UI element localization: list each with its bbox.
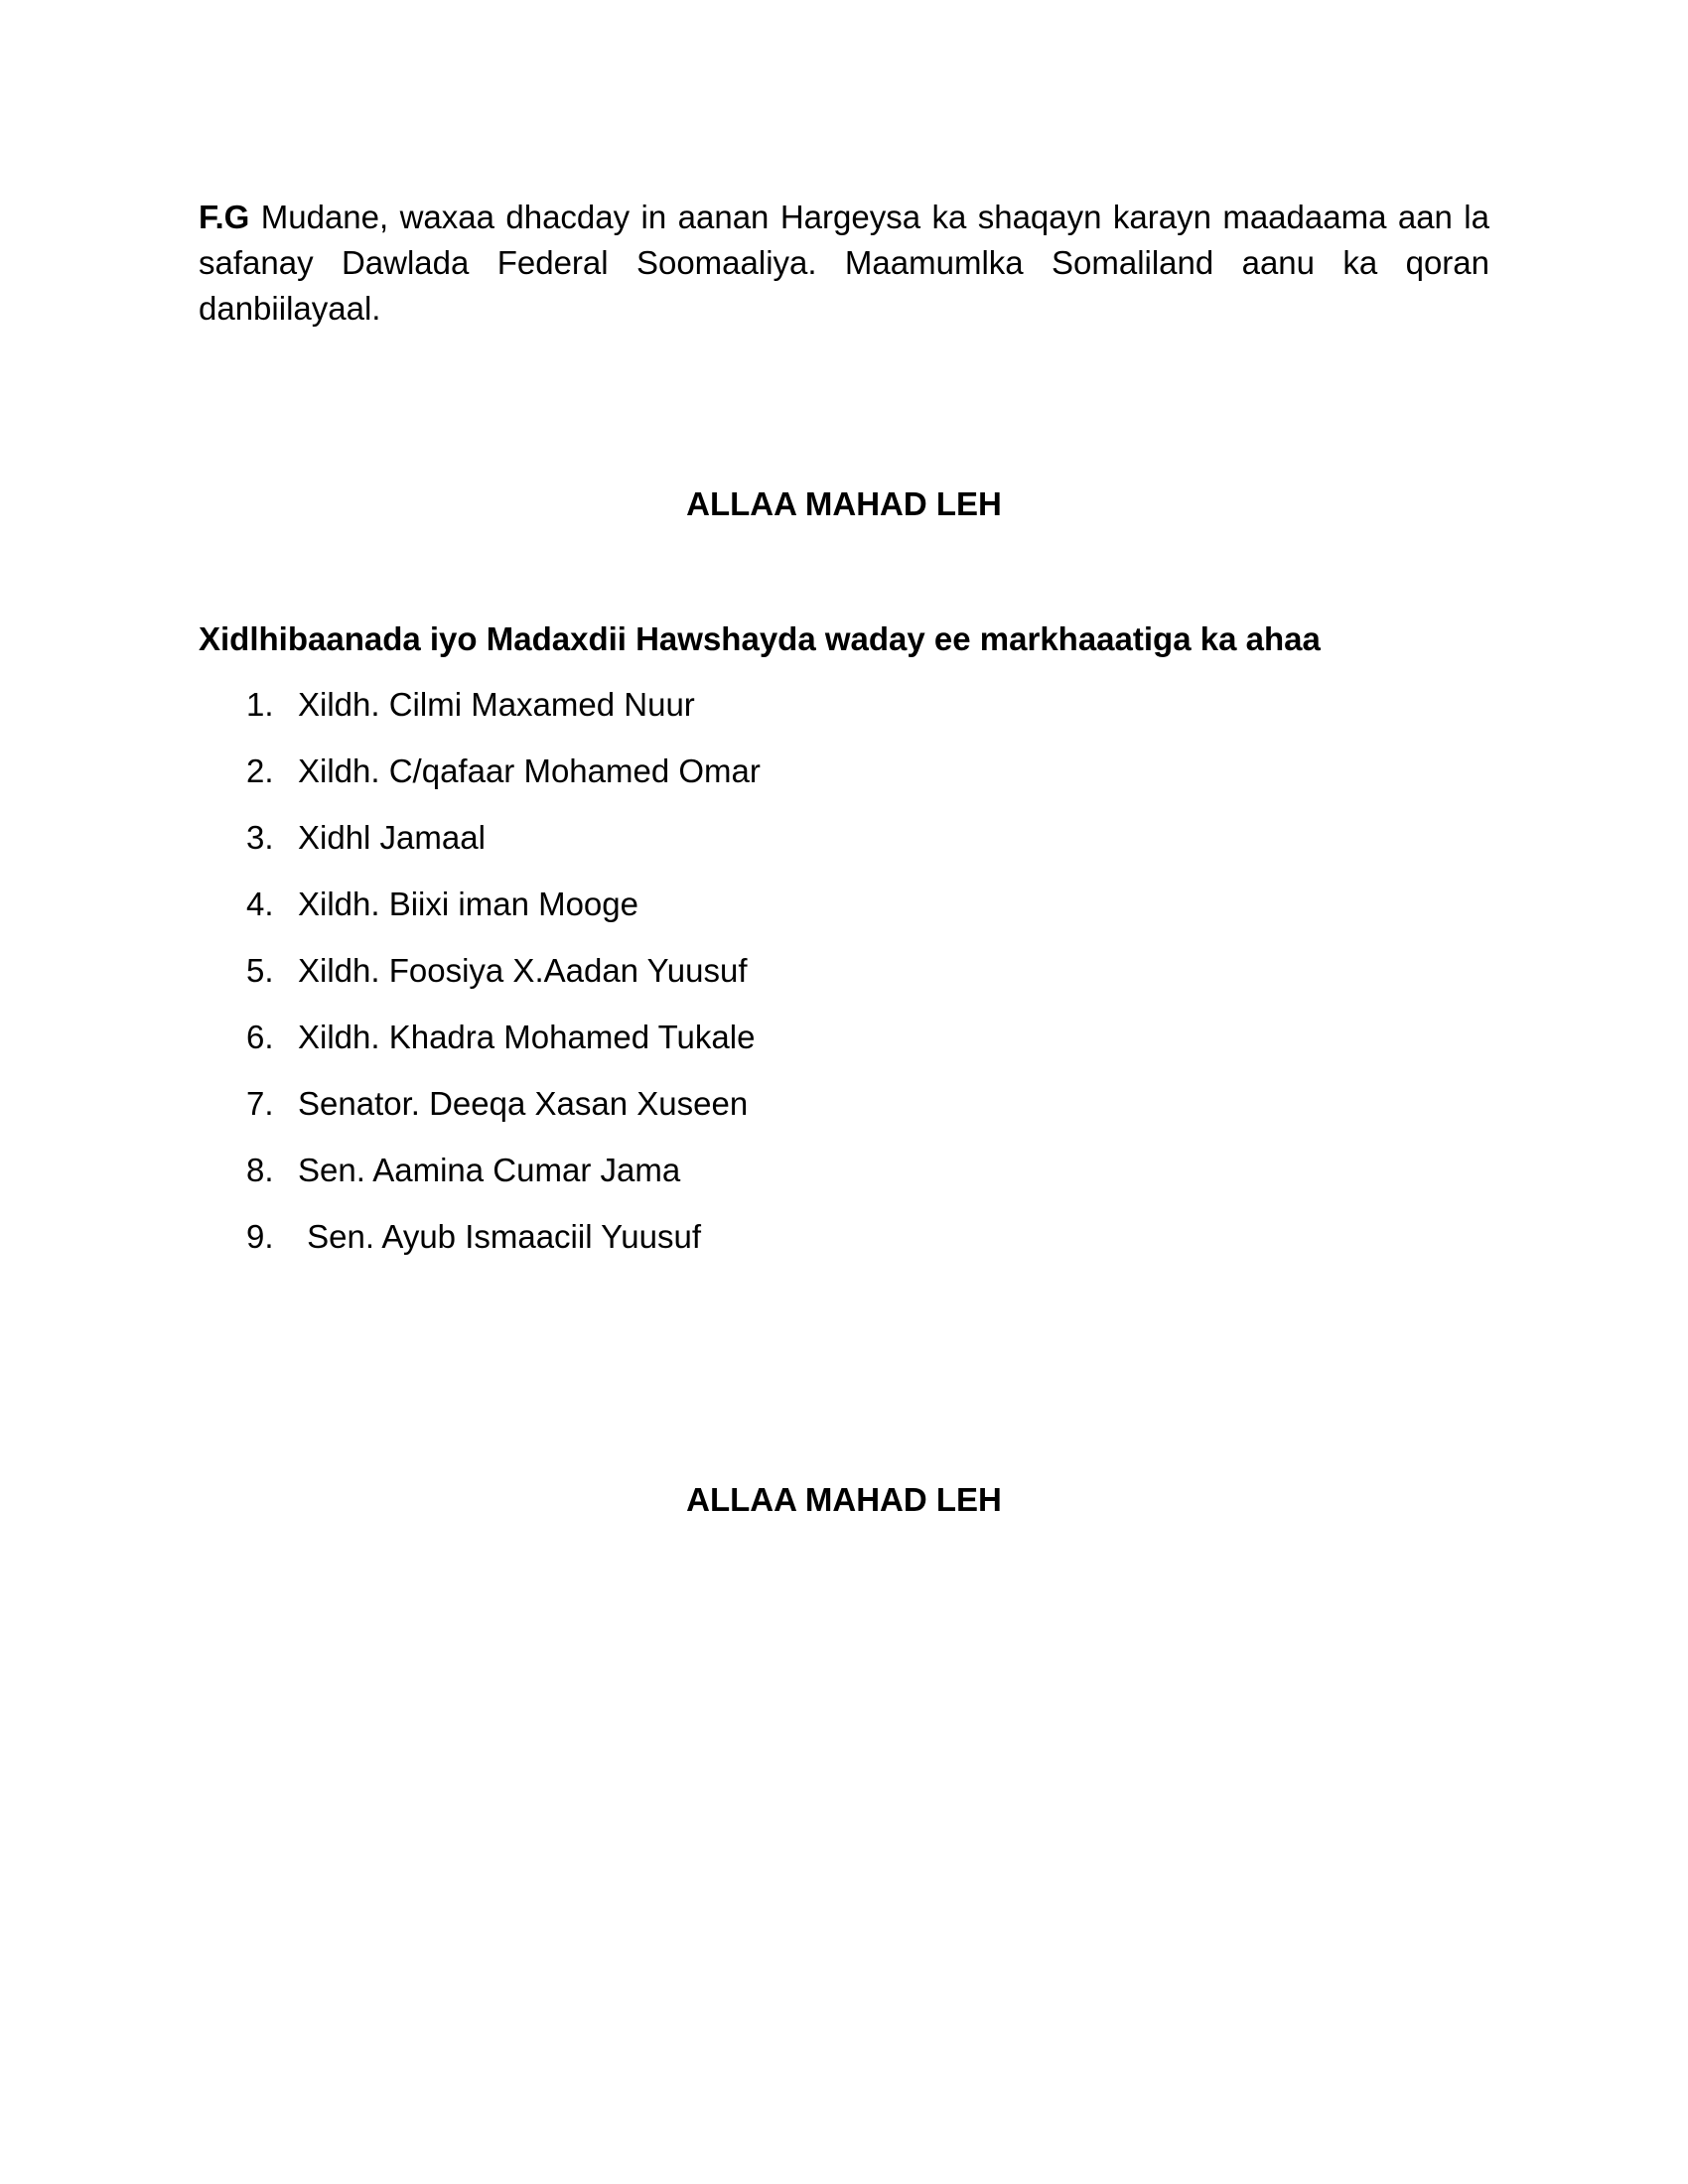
- witness-name: Sen. Aamina Cumar Jama: [298, 1152, 681, 1188]
- list-number: 7.: [246, 1085, 274, 1122]
- witness-heading: Xidlhibaanada iyo Madaxdii Hawshayda waday ee markhaaatiga ka ahaa: [199, 620, 1321, 657]
- witness-name: Xildh. Foosiya X.Aadan Yuusuf: [298, 952, 748, 989]
- note-lead: F.G: [199, 199, 250, 235]
- list-item: [246, 1018, 1338, 1084]
- closing-heading-bottom: ALLAA MAHAD LEH: [686, 1481, 1002, 1518]
- list-number: 2.: [246, 752, 274, 789]
- list-number: 5.: [246, 952, 274, 989]
- note-text: Mudane, waxaa dhacday in aanan Hargeysa ka shaqayn karayn maadaama aan la safanay Dawlada Federal Soomaaliya. Maamumlka Somaliland aanu ka qoran danbiilayaal.: [199, 199, 1489, 327]
- witness-name: Senator. Deeqa Xasan Xuseen: [298, 1085, 749, 1122]
- witness-name: Xidhl Jamaal: [298, 819, 486, 856]
- list-item: [246, 885, 1338, 951]
- list-item: [246, 685, 1338, 751]
- witness-name: Xildh. C/qafaar Mohamed Omar: [298, 752, 761, 789]
- list-item: [246, 1084, 1338, 1151]
- list-item: [246, 1151, 1338, 1217]
- list-number: 3.: [246, 819, 274, 856]
- witness-name: Sen. Ayub Ismaaciil Yuusuf: [298, 1218, 702, 1255]
- list-number: 9.: [246, 1218, 274, 1255]
- list-item: [246, 751, 1338, 818]
- witness-name: Xildh. Khadra Mohamed Tukale: [298, 1019, 756, 1055]
- list-number: 1.: [246, 686, 274, 723]
- witness-name: Xildh. Biixi iman Mooge: [298, 886, 638, 922]
- witness-list: [246, 685, 1338, 1284]
- closing-heading-top: ALLAA MAHAD LEH: [686, 485, 1002, 522]
- list-number: 8.: [246, 1152, 274, 1188]
- list-item: [246, 818, 1338, 885]
- note-paragraph: [199, 195, 1489, 332]
- list-item: [246, 951, 1338, 1018]
- list-number: 6.: [246, 1019, 274, 1055]
- list-item: [246, 1217, 1338, 1284]
- list-number: 4.: [246, 886, 274, 922]
- witness-name: Xildh. Cilmi Maxamed Nuur: [298, 686, 695, 723]
